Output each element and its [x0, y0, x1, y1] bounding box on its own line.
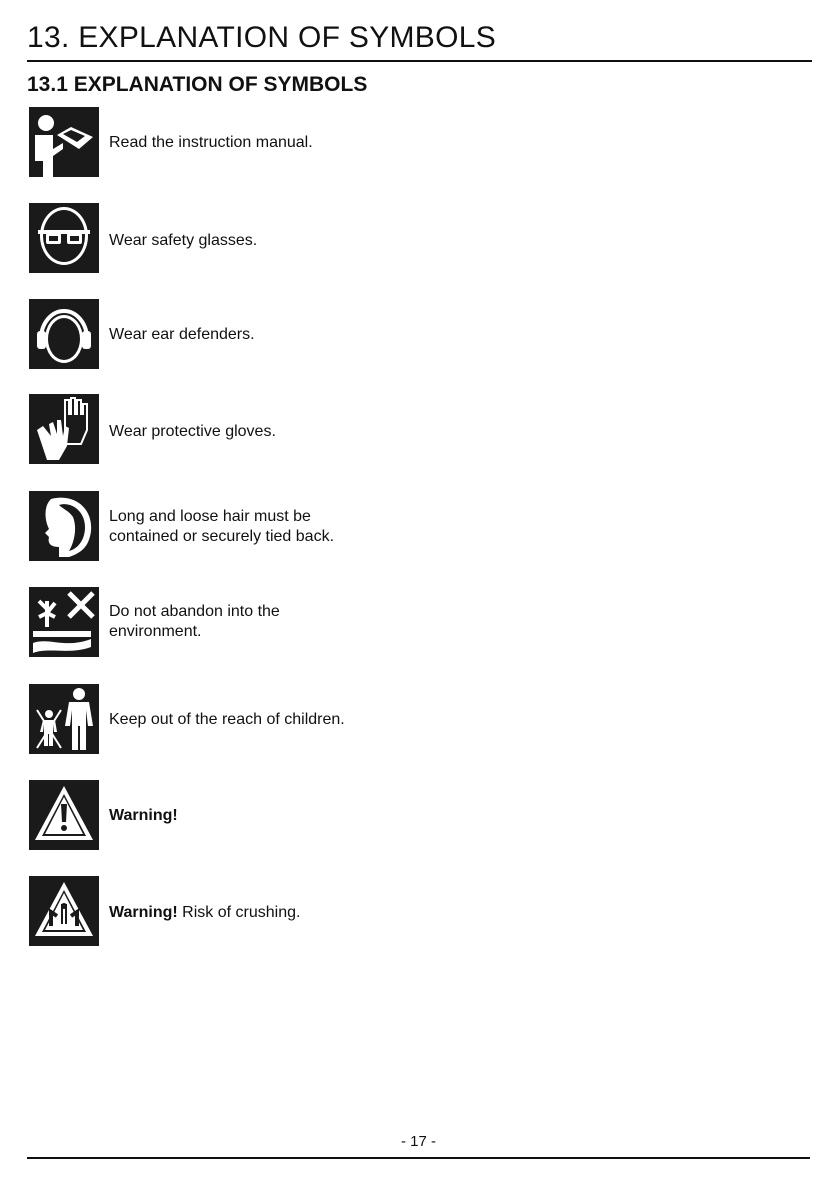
symbol-description [109, 903, 469, 923]
tie-hair-icon [29, 491, 99, 561]
warning-label: Warning! [109, 904, 178, 921]
symbol-description: Wear protective gloves. [109, 423, 276, 440]
protective-gloves-icon [29, 394, 99, 464]
symbol-description: Read the instruction manual. [109, 134, 313, 151]
footer-divider [27, 1157, 810, 1159]
page-title: 13. EXPLANATION OF SYMBOLS [27, 21, 497, 54]
safety-glasses-icon [29, 203, 99, 273]
environment-icon [29, 587, 99, 657]
symbol-description: Keep out of the reach of children. [109, 711, 345, 728]
symbol-description [109, 806, 469, 826]
description-line: environment. [109, 623, 202, 640]
warning-icon [29, 780, 99, 850]
read-manual-icon [29, 107, 99, 177]
title-divider [27, 60, 812, 62]
description-line: contained or securely tied back. [109, 528, 335, 545]
keep-children-away-icon [29, 684, 99, 754]
ear-defenders-icon [29, 299, 99, 369]
symbol-description [109, 507, 469, 547]
description-line: Long and loose hair must be [109, 508, 311, 525]
description-line: Do not abandon into the [109, 603, 280, 620]
symbol-description: Wear ear defenders. [109, 326, 255, 343]
warning-text: Risk of crushing. [177, 904, 301, 921]
section-title: 13.1 EXPLANATION OF SYMBOLS [27, 73, 368, 96]
symbol-description: Wear safety glasses. [109, 232, 258, 249]
warning-label: Warning! [109, 807, 178, 824]
crushing-warning-icon [29, 876, 99, 946]
page-number: - 17 - [400, 1133, 436, 1150]
symbol-description [109, 602, 469, 642]
